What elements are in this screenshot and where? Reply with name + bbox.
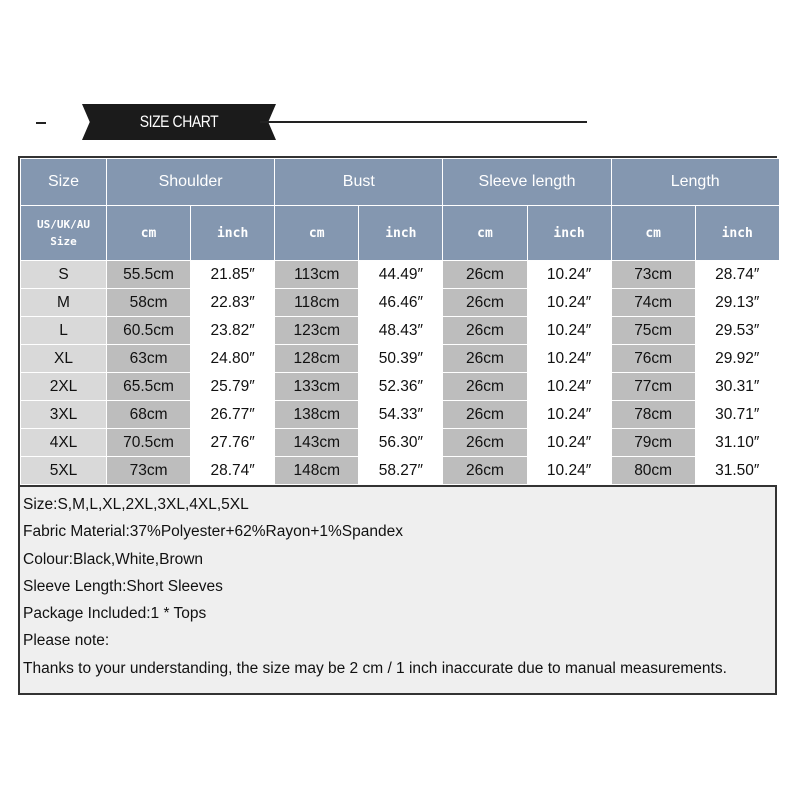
sleeve-cm: 26cm bbox=[443, 345, 527, 373]
unit-inch: inch bbox=[191, 206, 275, 261]
sleeve-inch: 10.24″ bbox=[527, 373, 611, 401]
shoulder-cm: 55.5cm bbox=[107, 261, 191, 289]
sleeve-cm: 26cm bbox=[443, 401, 527, 429]
unit-inch: inch bbox=[527, 206, 611, 261]
table-row bbox=[21, 373, 780, 401]
unit-cm: cm bbox=[275, 206, 359, 261]
table-row bbox=[21, 429, 780, 457]
header-sleeve-length: Sleeve length bbox=[443, 159, 611, 206]
bust-cm: 123cm bbox=[275, 317, 359, 345]
header-row-units bbox=[21, 206, 780, 261]
sleeve-inch: 10.24″ bbox=[527, 457, 611, 485]
unit-cm: cm bbox=[107, 206, 191, 261]
shoulder-cm: 65.5cm bbox=[107, 373, 191, 401]
bust-inch: 44.49″ bbox=[359, 261, 443, 289]
bust-inch: 50.39″ bbox=[359, 345, 443, 373]
size-cell: M bbox=[21, 289, 107, 317]
shoulder-inch: 24.80″ bbox=[191, 345, 275, 373]
sleeve-cm: 26cm bbox=[443, 289, 527, 317]
product-notes bbox=[20, 485, 775, 693]
sleeve-cm: 26cm bbox=[443, 261, 527, 289]
unit-cm: cm bbox=[443, 206, 527, 261]
bust-cm: 133cm bbox=[275, 373, 359, 401]
size-cell: 5XL bbox=[21, 457, 107, 485]
shoulder-cm: 63cm bbox=[107, 345, 191, 373]
note-sleeve: Sleeve Length:Short Sleeves bbox=[23, 577, 223, 595]
header-us-size bbox=[21, 206, 107, 261]
shoulder-inch: 26.77″ bbox=[191, 401, 275, 429]
bust-inch: 46.46″ bbox=[359, 289, 443, 317]
shoulder-inch: 21.85″ bbox=[191, 261, 275, 289]
length-inch: 29.92″ bbox=[695, 345, 779, 373]
table-row bbox=[21, 457, 780, 485]
length-cm: 78cm bbox=[611, 401, 695, 429]
sleeve-inch: 10.24″ bbox=[527, 429, 611, 457]
bust-cm: 128cm bbox=[275, 345, 359, 373]
header-shoulder: Shoulder bbox=[107, 159, 275, 206]
sleeve-inch: 10.24″ bbox=[527, 289, 611, 317]
bust-cm: 143cm bbox=[275, 429, 359, 457]
bust-cm: 138cm bbox=[275, 401, 359, 429]
length-inch: 29.53″ bbox=[695, 317, 779, 345]
size-cell: S bbox=[21, 261, 107, 289]
unit-cm: cm bbox=[611, 206, 695, 261]
bust-cm: 113cm bbox=[275, 261, 359, 289]
shoulder-inch: 22.83″ bbox=[191, 289, 275, 317]
sleeve-inch: 10.24″ bbox=[527, 261, 611, 289]
length-cm: 73cm bbox=[611, 261, 695, 289]
length-inch: 31.10″ bbox=[695, 429, 779, 457]
size-cell: L bbox=[21, 317, 107, 345]
note-package: Package Included:1 * Tops bbox=[23, 605, 207, 623]
sleeve-inch: 10.24″ bbox=[527, 345, 611, 373]
bust-inch: 52.36″ bbox=[359, 373, 443, 401]
length-inch: 29.13″ bbox=[695, 289, 779, 317]
length-inch: 28.74″ bbox=[695, 261, 779, 289]
sleeve-cm: 26cm bbox=[443, 373, 527, 401]
length-cm: 77cm bbox=[611, 373, 695, 401]
size-cell: 4XL bbox=[21, 429, 107, 457]
sleeve-inch: 10.24″ bbox=[527, 317, 611, 345]
header-row-groups bbox=[21, 159, 780, 206]
unit-inch: inch bbox=[695, 206, 779, 261]
shoulder-inch: 25.79″ bbox=[191, 373, 275, 401]
sleeve-cm: 26cm bbox=[443, 429, 527, 457]
title-rule bbox=[260, 121, 587, 123]
shoulder-cm: 60.5cm bbox=[107, 317, 191, 345]
us-size-line2: Size bbox=[50, 235, 77, 248]
bust-inch: 48.43″ bbox=[359, 317, 443, 345]
note-please: Please note: bbox=[23, 632, 110, 650]
length-inch: 30.31″ bbox=[695, 373, 779, 401]
shoulder-cm: 68cm bbox=[107, 401, 191, 429]
title-dash bbox=[36, 122, 46, 124]
length-cm: 76cm bbox=[611, 345, 695, 373]
note-disclaimer: Thanks to your understanding, the size may be 2 cm / 1 inch inaccurate due to manual measurements. bbox=[23, 659, 727, 677]
header-length: Length bbox=[611, 159, 779, 206]
table-row bbox=[21, 289, 780, 317]
table-row bbox=[21, 317, 780, 345]
shoulder-cm: 58cm bbox=[107, 289, 191, 317]
bust-inch: 56.30″ bbox=[359, 429, 443, 457]
length-cm: 74cm bbox=[611, 289, 695, 317]
length-cm: 79cm bbox=[611, 429, 695, 457]
size-cell: XL bbox=[21, 345, 107, 373]
sleeve-cm: 26cm bbox=[443, 457, 527, 485]
size-cell: 2XL bbox=[21, 373, 107, 401]
header-bust: Bust bbox=[275, 159, 443, 206]
shoulder-inch: 23.82″ bbox=[191, 317, 275, 345]
shoulder-cm: 70.5cm bbox=[107, 429, 191, 457]
table-row bbox=[21, 345, 780, 373]
length-inch: 30.71″ bbox=[695, 401, 779, 429]
page-title: SIZE CHART bbox=[139, 112, 219, 131]
sleeve-cm: 26cm bbox=[443, 317, 527, 345]
table-row bbox=[21, 261, 780, 289]
us-size-line1: US/UK/AU bbox=[37, 218, 90, 231]
note-sizes: Size:S,M,L,XL,2XL,3XL,4XL,5XL bbox=[23, 496, 249, 513]
size-chart bbox=[18, 156, 777, 695]
shoulder-inch: 27.76″ bbox=[191, 429, 275, 457]
length-cm: 75cm bbox=[611, 317, 695, 345]
bust-inch: 58.27″ bbox=[359, 457, 443, 485]
header-size: Size bbox=[21, 159, 107, 206]
length-cm: 80cm bbox=[611, 457, 695, 485]
note-fabric: Fabric Material:37%Polyester+62%Rayon+1%Spandex bbox=[23, 523, 403, 541]
shoulder-inch: 28.74″ bbox=[191, 457, 275, 485]
title-row bbox=[30, 100, 590, 144]
shoulder-cm: 73cm bbox=[107, 457, 191, 485]
length-inch: 31.50″ bbox=[695, 457, 779, 485]
size-cell: 3XL bbox=[21, 401, 107, 429]
bust-cm: 148cm bbox=[275, 457, 359, 485]
table-row bbox=[21, 401, 780, 429]
size-table bbox=[20, 158, 780, 485]
sleeve-inch: 10.24″ bbox=[527, 401, 611, 429]
note-colour: Colour:Black,White,Brown bbox=[23, 550, 204, 568]
bust-inch: 54.33″ bbox=[359, 401, 443, 429]
bust-cm: 118cm bbox=[275, 289, 359, 317]
unit-inch: inch bbox=[359, 206, 443, 261]
